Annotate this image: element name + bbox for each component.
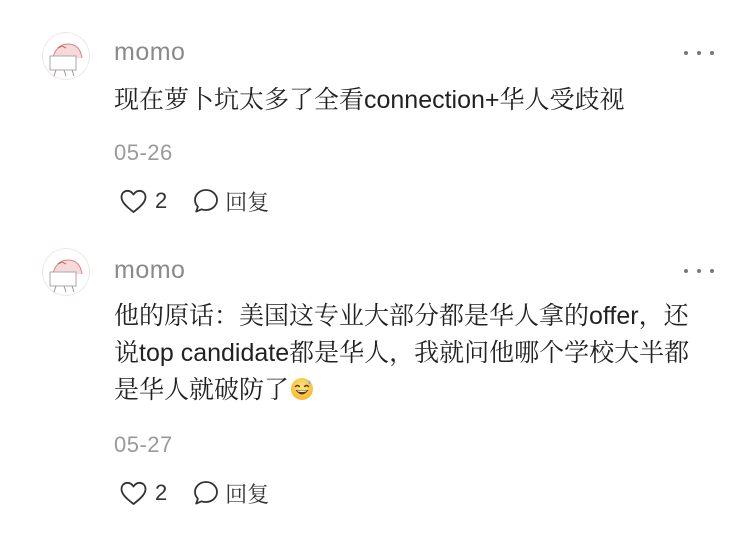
like-button[interactable] [120,480,167,506]
comment-text: 现在萝卜坑太多了全看connection+华人受歧视 [114,86,625,114]
comment-text-content: 他的原话：美国这专业大部分都是华人拿的offer，还说top candidate都是华人，我就问他哪个学校大半都是华人就破防了 [114,302,690,404]
avatar[interactable] [42,32,90,80]
more-options-icon[interactable] [684,38,714,68]
speech-bubble-icon [193,480,219,506]
grinning-face-with-sweat-icon [290,377,314,401]
reply-label: 回复 [225,189,270,215]
comment-actions [120,186,269,216]
comment-date: 05-27 [114,432,173,457]
speech-bubble-icon [193,188,219,214]
username[interactable]: momo [114,256,186,284]
more-options-icon[interactable] [684,256,714,286]
avatar-image-icon [42,32,90,80]
avatar-image-icon [42,248,90,296]
like-count: 2 [155,188,168,213]
heart-icon [120,481,147,506]
reply-button[interactable] [193,478,269,509]
reply-button[interactable] [193,186,269,217]
username[interactable]: momo [114,38,186,66]
comment-text [114,298,704,409]
heart-icon [120,189,147,214]
comment-date: 05-26 [114,140,173,165]
comment-actions [120,478,269,508]
like-count: 2 [155,480,168,505]
avatar[interactable] [42,248,90,296]
like-button[interactable] [120,188,167,214]
reply-label: 回复 [225,481,270,507]
